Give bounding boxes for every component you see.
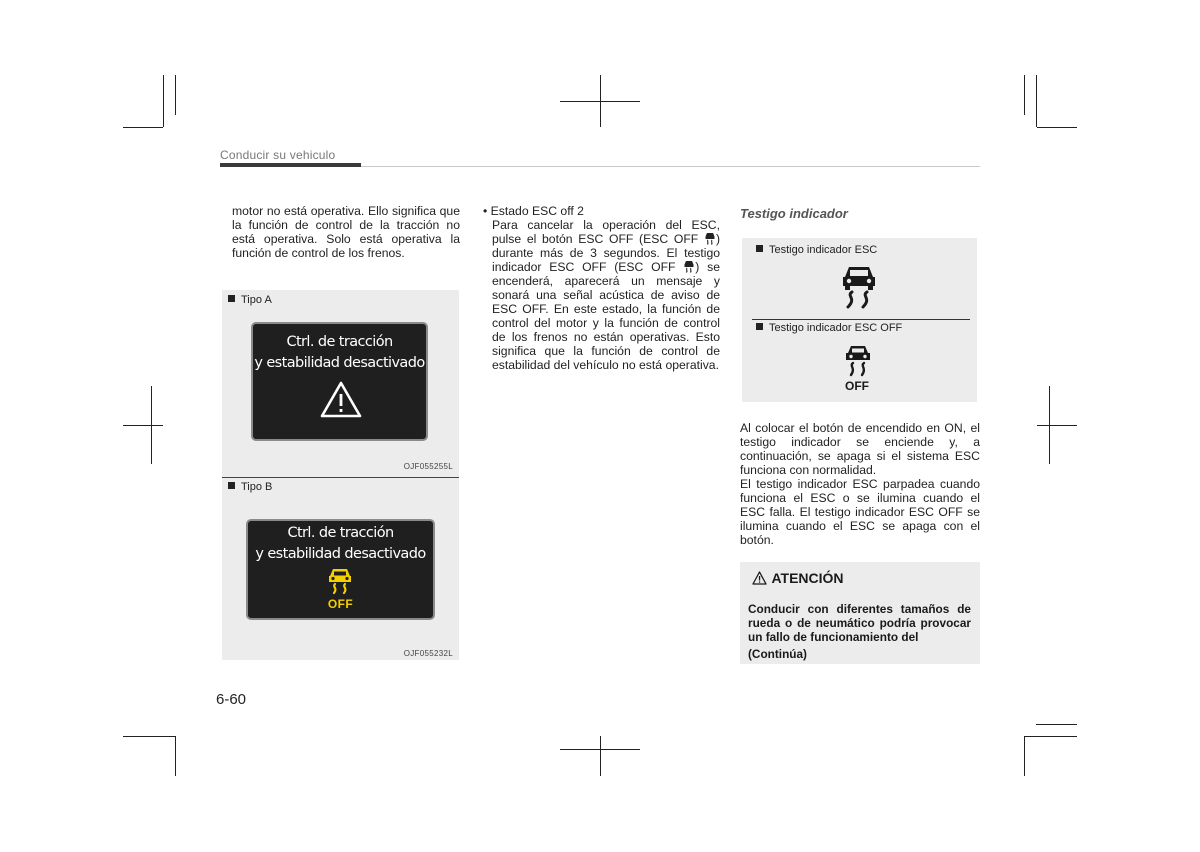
- caution-continue: (Continúa): [748, 647, 807, 661]
- square-bullet-icon: [228, 295, 235, 302]
- figure-a-label-wrap: [228, 294, 272, 306]
- esc-off-icon: [326, 567, 354, 597]
- page-number: 6-60: [216, 691, 247, 708]
- para-part2: ) durante más de 3 segundos. El testigo indicador ESC OFF (ESC OFF: [492, 232, 720, 274]
- header-rule-light: [361, 166, 980, 167]
- esc-off-2-paragraph: [492, 218, 720, 372]
- caution-title-wrap: [752, 570, 844, 588]
- bullet-dot: •: [483, 204, 491, 218]
- indicator-1-label-wrap: [756, 244, 877, 256]
- bullet-title: Estado ESC off 2: [490, 204, 584, 218]
- esc-off-inline-icon: [683, 260, 695, 273]
- esc-off-indicator-icon: [844, 344, 872, 378]
- figure-a-label: Tipo A: [241, 294, 272, 306]
- caution-triangle-icon: [752, 571, 767, 585]
- para-part3: ) se encenderá, aparecerá un mensaje y sonará una señal acústica de aviso de ESC OFF. En este estado, la función de control del motor y la función de control de los frenos no están operativas. Esto significa que la función de control de estabilidad del vehículo no está operativa.: [492, 260, 720, 372]
- indicator-divider: [752, 319, 970, 320]
- indicator-paragraph-1: Al colocar el botón de encendido en ON, el testigo indicador se enciende y, a continuación, se apaga si el sistema ESC funciona con normalidad.: [740, 421, 980, 477]
- dashboard-display-a: [251, 322, 428, 441]
- bullet-item: [483, 204, 720, 218]
- esc-indicator-icon: [840, 265, 878, 311]
- indicator-1-label: Testigo indicador ESC: [769, 244, 878, 256]
- section-heading: Testigo indicador: [740, 206, 848, 221]
- caution-text: Conducir con diferentes tamaños de rueda o de neumático podría provocar un fallo de funcionamiento del: [748, 602, 971, 644]
- display-a-line2: y estabilidad desactivado: [254, 355, 425, 371]
- figure-a-code: OJF055255L: [403, 462, 453, 471]
- esc-off-inline-icon: [704, 232, 716, 245]
- warning-triangle-icon: [319, 380, 363, 420]
- section-header-title: Conducir su vehiculo: [220, 148, 336, 162]
- display-b-line1: Ctrl. de tracción: [287, 525, 394, 541]
- esc-off-2-section: [483, 204, 720, 372]
- para-part1: Para cancelar la operación del ESC, pulse el botón ESC OFF (ESC OFF: [492, 218, 720, 246]
- display-b-line2: y estabilidad desactivado: [255, 546, 426, 562]
- esc-off-indicator-text: OFF: [845, 379, 869, 393]
- figure-b-label: Tipo B: [241, 481, 273, 493]
- figure-type-b: [222, 478, 459, 660]
- indicator-2-label: Testigo indicador ESC OFF: [769, 322, 903, 334]
- header-rule-dark: [220, 163, 361, 167]
- intro-paragraph: motor no está operativa. Ello significa que la función de control de la tracción no está operativa. Solo está operativa la función de control de los frenos.: [232, 204, 460, 260]
- figure-b-code: OJF055232L: [403, 649, 453, 658]
- dashboard-display-b: [246, 519, 435, 620]
- figure-type-a: [222, 290, 459, 477]
- esc-off-label: OFF: [327, 597, 354, 611]
- indicator-paragraph-2: El testigo indicador ESC parpadea cuando funciona el ESC o se ilumina cuando el ESC falla. El testigo indicador ESC OFF se ilumina cuando el ESC se apaga con el botón.: [740, 477, 980, 547]
- caution-box: [740, 562, 980, 664]
- square-bullet-icon: [756, 323, 763, 330]
- caution-title: ATENCIÓN: [771, 570, 844, 586]
- figure-b-label-wrap: [228, 481, 272, 493]
- indicator-2-label-wrap: [756, 322, 902, 334]
- indicator-figure: [742, 238, 977, 402]
- square-bullet-icon: [756, 245, 763, 252]
- square-bullet-icon: [228, 482, 235, 489]
- display-a-line1: Ctrl. de tracción: [286, 334, 393, 350]
